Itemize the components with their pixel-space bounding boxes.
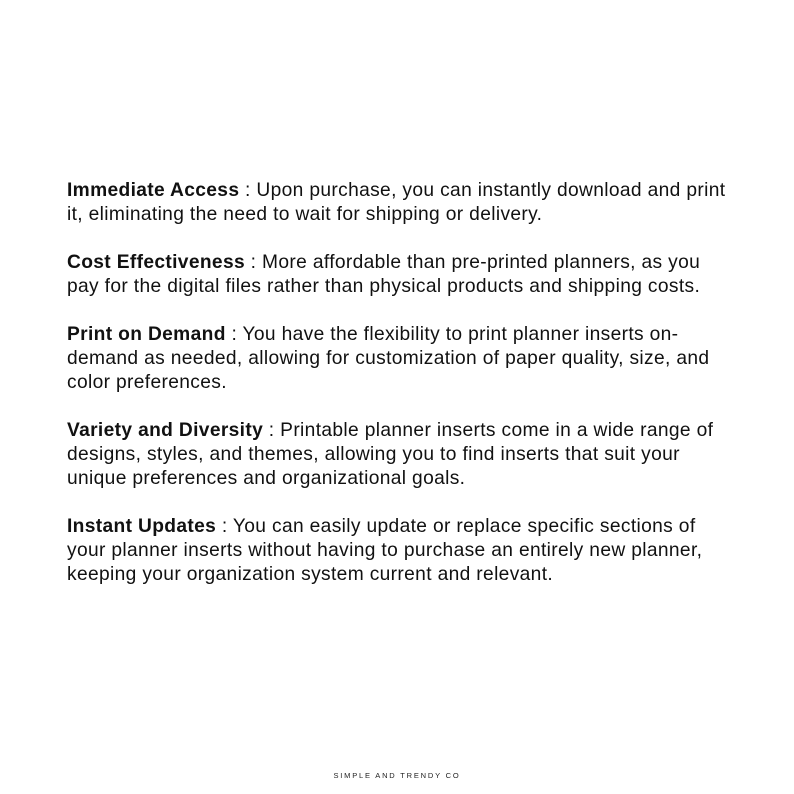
benefits-list xyxy=(67,179,737,611)
benefit-term: Variety and Diversity xyxy=(67,420,264,441)
benefit-cost-effectiveness xyxy=(67,251,737,299)
benefit-description: Printable planner inserts come in a wide range of designs, styles, and themes, allowing you to find inserts that suit your unique preferences and organizational goals. xyxy=(67,420,714,489)
benefit-description: More affordable than pre-printed planners, as you pay for the digital files rather than physical products and shipping costs. xyxy=(67,252,701,297)
benefit-print-on-demand xyxy=(67,323,737,395)
benefit-separator: : xyxy=(245,252,263,273)
benefit-immediate-access xyxy=(67,179,737,227)
benefit-instant-updates xyxy=(67,515,737,587)
brand-footer: SIMPLE AND TRENDY CO xyxy=(333,771,461,780)
benefit-separator: : xyxy=(263,420,281,441)
benefit-separator: : xyxy=(239,180,257,201)
benefit-separator: : xyxy=(225,324,243,345)
benefit-term: Instant Updates xyxy=(67,516,217,537)
benefit-description: Upon purchase, you can instantly download and print it, eliminating the need to wait for shipping or delivery. xyxy=(67,180,726,225)
benefit-term: Cost Effectiveness xyxy=(67,252,245,273)
benefit-term: Immediate Access xyxy=(67,180,240,201)
benefit-separator: : xyxy=(216,516,233,537)
benefit-description: You can easily update or replace specific sections of your planner inserts without having to purchase an entirely new planner, keeping your organization system current and relevant. xyxy=(67,516,703,585)
benefit-term: Print on Demand xyxy=(67,324,226,345)
benefit-description: You have the flexibility to print planner inserts on-demand as needed, allowing for customization of paper quality, size, and color preferences. xyxy=(67,324,710,393)
benefit-variety-and-diversity xyxy=(67,419,737,491)
